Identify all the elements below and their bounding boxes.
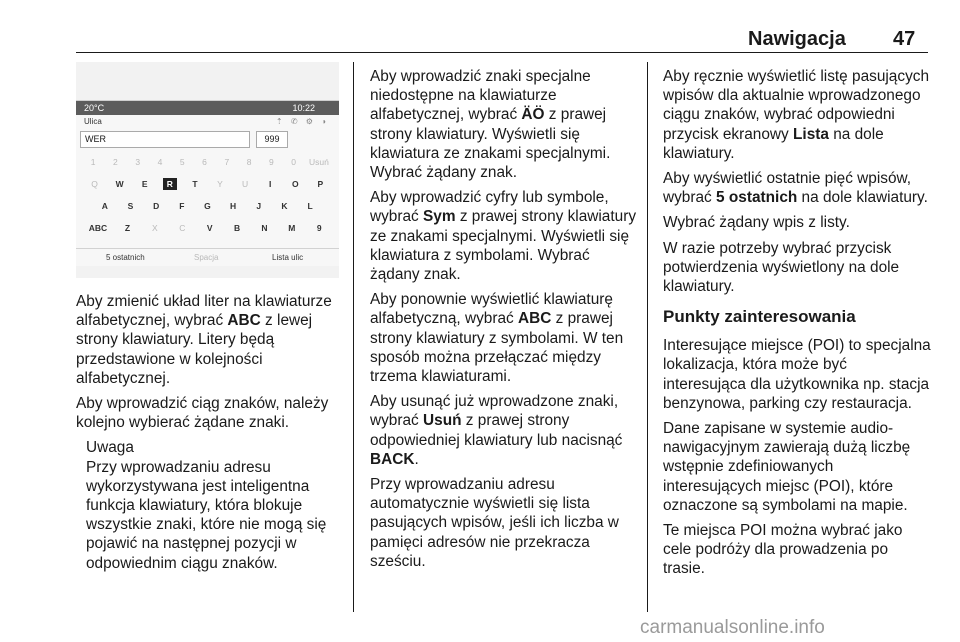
key[interactable]: 9 [316, 223, 322, 233]
note-body: Przy wprowadzaniu adresu wykorzystywana jest inteligentna funkcja klawiatury, która blokuje wszystkie znaki, które nie mogą się pojawić na następnej pozycji w odpowiednim ciągu znaków. [86, 458, 327, 572]
paragraph: Te miejsca POI można wybrać jako cele podróży dla prowadzenia po trasie. [663, 522, 903, 578]
note-box [76, 438, 344, 572]
page-number: 47 [893, 28, 916, 50]
digit-row [76, 153, 339, 171]
key[interactable]: X [152, 223, 158, 233]
space-button[interactable]: Spacja [194, 253, 219, 262]
key[interactable]: 2 [113, 157, 118, 167]
key[interactable]: I [269, 179, 272, 189]
key[interactable]: 0 [291, 157, 297, 167]
key[interactable]: N [261, 223, 268, 233]
key[interactable]: E [141, 179, 148, 189]
watermark: carmanualsonline.info [640, 617, 825, 638]
paragraph: W razie potrzeby wybrać przycisk potwierdzenia wyświetlony na dole klawiatury. [663, 239, 900, 296]
key[interactable]: W [115, 179, 124, 189]
paragraph: Aby ręcznie wyświetlić listę pasujących wpisów dla aktualnie wprowadzonego ciągu znaków, wybrać odpowiedni przycisk ekranowy Lista na dole klawiatury. [663, 68, 930, 162]
key[interactable]: J [256, 201, 262, 211]
column-3 [663, 67, 933, 585]
key[interactable]: O [291, 179, 299, 189]
key[interactable]: H [230, 201, 237, 211]
key[interactable]: L [307, 201, 313, 211]
street-list-button[interactable]: Lista ulic [272, 253, 304, 262]
key[interactable]: F [179, 201, 185, 211]
key[interactable]: S [127, 201, 134, 211]
key[interactable]: T [192, 179, 198, 189]
paragraph: Aby ponownie wyświetlić klawiaturę alfabetyczną, wybrać ABC z prawej strony klawiatury z symbolami. W ten sposób można przełączać między trzema klawiaturami. [370, 291, 624, 386]
paragraph: Aby wyświetlić ostatnie pięć wpisów, wybrać 5 ostatnich na dole klawiatury. [663, 170, 928, 207]
status-icons: ⇡ ✆ ⚙ ◑ [275, 117, 329, 126]
page-title: Nawigacja [748, 28, 846, 50]
street-input[interactable]: WER [80, 131, 250, 148]
key[interactable]: D [153, 201, 160, 211]
key[interactable]: 1 [90, 157, 96, 167]
temperature-readout: 20°C [84, 103, 105, 113]
key[interactable]: V [206, 223, 213, 233]
key[interactable]: Z [124, 223, 131, 233]
key[interactable]: M [288, 223, 296, 233]
key[interactable]: G [204, 201, 211, 211]
field-label: Ulica [84, 117, 102, 126]
column-1 [76, 292, 344, 573]
paragraph: Aby zmienić układ liter na klawiaturze alfabetycznej, wybrać ABC z lewej strony klawiatury. Litery będą przedstawione w kolejności alfabetycznej. [76, 293, 332, 387]
letter-row-2 [76, 197, 339, 215]
key[interactable]: 8 [246, 157, 252, 167]
key-selected[interactable]: R [163, 178, 177, 190]
key[interactable]: A [101, 201, 108, 211]
key[interactable]: 9 [269, 157, 274, 167]
recent-five-button[interactable]: 5 ostatnich [106, 253, 145, 262]
abc-key[interactable]: ABC [88, 223, 108, 233]
key[interactable]: 4 [157, 157, 163, 167]
paragraph: Aby wprowadzić znaki specjalne niedostępne na klawiaturze alfabetycznej, wybrać ÄÖ z prawej strony klawiatury. Wyświetli się klawiatura ze znakami specjalnymi. Wybrać żądany znak. [370, 68, 611, 182]
section-heading: Punkty zainteresowania [663, 307, 856, 327]
column-divider-right [647, 62, 648, 612]
paragraph: Przy wprowadzaniu adresu automatycznie wyświetli się lista pasujących wpisów, jeśli ich liczba w pamięci adresów nie przekracza sześciu. [370, 476, 619, 570]
paragraph: Dane zapisane w systemie audio-nawigacyjnym zawierają dużą liczbę wstępnie zdefiniowanych interesujących miejsc (POI), które oznaczone są symbolami na mapie. [663, 420, 911, 514]
note-title: Uwaga [86, 439, 134, 457]
letter-row-3 [76, 219, 339, 237]
keyboard-screenshot [76, 62, 339, 278]
paragraph: Interesujące miejsce (POI) to specjalna lokalizacja, która może być interesująca dla użytkownika np. stacja benzynowa, parking czy restauracja. [663, 337, 931, 412]
paragraph: Aby wprowadzić cyfry lub symbole, wybrać Sym z prawej strony klawiatury ze znakami specjalnymi. Wyświetli się klawiatura z symbolami. Wybrać żądany znak. [370, 189, 637, 284]
key[interactable]: K [281, 201, 288, 211]
paragraph: Aby usunąć już wprowadzone znaki, wybrać Usuń z prawej strony odpowiedniej klawiatury lub nacisnąć BACK. [370, 393, 623, 468]
key[interactable]: B [233, 223, 241, 233]
key[interactable]: 3 [135, 157, 141, 167]
key[interactable]: 6 [202, 157, 207, 167]
key[interactable]: C [179, 223, 186, 233]
key[interactable]: Y [217, 179, 223, 189]
infotainment-screen [76, 100, 339, 266]
key[interactable]: 5 [179, 157, 185, 167]
delete-key[interactable]: Usuń [308, 157, 329, 167]
key[interactable]: Q [91, 179, 98, 189]
field-row [76, 115, 339, 129]
match-count: 999 [256, 131, 288, 148]
paragraph: Wybrać żądany wpis z listy. [663, 214, 850, 232]
column-2 [370, 67, 638, 577]
status-bar [76, 101, 339, 115]
key[interactable]: 7 [224, 157, 230, 167]
clock-readout: 10:22 [292, 103, 315, 113]
column-divider-left [353, 62, 354, 612]
keyboard-bottom-bar [76, 248, 339, 266]
key[interactable]: U [242, 179, 249, 189]
letter-row-1 [76, 175, 339, 193]
key[interactable]: P [317, 179, 324, 189]
header-rule [76, 52, 928, 53]
paragraph: Aby wprowadzić ciąg znaków, należy kolejno wybierać żądane znaki. [76, 395, 329, 432]
